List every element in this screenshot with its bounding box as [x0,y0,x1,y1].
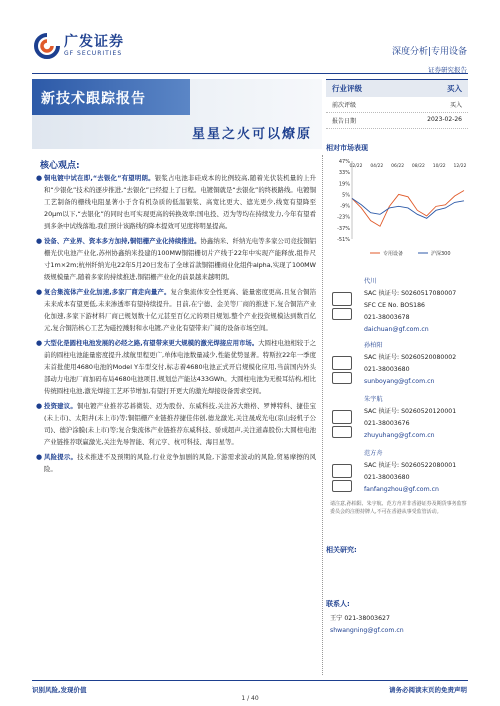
y-tick-label: -23% [337,214,350,221]
y-tick-label: 5% [342,192,350,199]
rating-label: 行业评级 [332,84,362,93]
paragraph-lead: 大型化是圆柱电池发展的必经之路,有望带来更大规模的激光焊接应用市场。 [44,339,259,347]
rating-header [326,79,468,97]
legend-label: 专用设备 [383,251,404,257]
analyst-name: 朱宇航 [364,396,383,403]
bullet-icon: ● [36,237,43,245]
contact-phone: 王宁 021-38003627 [330,615,390,622]
x-tick-label: 10/22 [432,164,446,169]
contact-info [330,613,404,637]
paragraph-text: 大圆柱电池相较于之前的圆柱电池能量密度提升,续航里程更广,单体电池数量减少,性能优势显著。特斯拉22年一季度末首批使用4680电池的Model Y车型交付,标志着4680电池正式开启规模化应用,当前国内外头部动力电池厂商加码布局4680电池项目,规划总产能达433GWh。大圆柱电池为无极耳结构,相比传统圆柱电池,激光焊接工艺环节增加,有望打开更大的激光焊接设备需求空间。 [44,339,317,395]
core-views-body [36,172,316,478]
bullet-icon: ● [36,174,43,182]
id-card-icon [332,464,352,478]
core-paragraph [36,172,316,232]
analyst-card [326,448,468,502]
footer-disclaimer: 请务必阅读末页的免责声明 [389,686,467,694]
paragraph-text: 技术推进不及预期的风险,行业竞争加剧的风险,下游需求波动的风险,贸易摩擦的风险。 [44,453,317,473]
paragraph-text: 银浆占电池非硅成本的比例较高,随着光伏装机量的上升和“少银化”技术的逐步推进,“去银化”已经提上了日程。电镀铜就是“去银化”的终极路线。电镀铜工艺制备的栅线电阻显著小于含有机杂质的低温银浆、高宽比更大、遮光更少,线宽有望降至20μm以下,“去银化”的同时也可实现更高的转换效率;国电投、迈为等均在持续发力,今年有望看到多条中试线落地,我们预计该路线的降本提效可见度将明显提高。 [44,174,317,230]
paragraph-text: 复合集流体安全性更高、能量密度更高,且复合铜箔未来成本有望更低,未来渗透率有望持续提升。目前,在宁德、金美等厂商的推进下,复合铜箔产业化加速,多家下游材料厂商已规划数十亿元甚至百亿元的项目规划,整个产业投资规模达到数百亿元,复合铜箔核心工艺为磁控溅射和水电镀,产业化有望带来广阔的设备市场空间。 [44,288,316,332]
analyst-card [326,394,468,448]
legend-label: 沪深300 [431,251,451,257]
page-number: 1 / 40 [241,695,259,702]
analyst-card [326,276,468,333]
analyst-sfc: SFC CE No. BOS186 [364,302,425,309]
y-tick-label: -51% [337,237,350,243]
paragraph-text: 铜电镀产业推荐芯碁微装、迈为股份、东威科技,关注苏大维格、罗博特科、捷佳宝(未上市)、太阳井(未上市)等;铜铝栅产业链推荐捷佳伟创,德龙激光,关注晟成光电(京山轻机子公司)、德沪涂膜(未上市)等;复合集流体产业链推荐东威科技、骄成超声,关注道森股份;大圆柱电池产业链推荐联赢激光,关注先导智能、利元亨、杭可科技、海目星等。 [44,402,317,446]
mail-icon [332,308,352,320]
analyst-sac: SAC 执证号: S0260517080007 [364,290,457,297]
y-tick-label: 33% [338,170,350,177]
x-tick-label: 04/22 [370,164,384,169]
core-paragraph [36,235,316,283]
x-tick-label: 06/22 [391,164,405,169]
column-divider [322,155,323,675]
analyst-disclaimer: 请注意,孙柏阳、朱宇航、范方舟并非香港证券及期货事务监察委员会的注册持牌人,不可在香港从事受监管活动。 [330,501,467,515]
y-tick-label: -37% [337,225,350,232]
contact-title: 联系人: [326,600,350,608]
id-card-icon [332,356,352,370]
title-banner [32,79,322,149]
mail-icon [332,480,352,492]
market-performance-chart [330,155,466,259]
related-research-title: 相关研究: [326,546,357,554]
bullet-icon: ● [36,288,43,296]
analyst-sac: SAC 执证号: S0260520120001 [364,408,457,415]
gf-logo-icon [34,33,60,59]
analyst-phone: 021-38003678 [364,314,410,321]
report-subtitle: 星星之火可以燎原 [191,127,312,142]
core-paragraph [36,286,316,334]
y-tick-label: -9% [340,203,350,210]
paragraph-lead: 复合集流体产业化加速,多家厂商走向量产。 [44,288,171,296]
analyst-phone: 021-38003680 [364,474,410,481]
core-paragraph [36,337,316,397]
brand-logo [34,33,124,59]
report-title: 新技术跟踪报告 [41,91,146,107]
y-tick-label: 47% [338,159,350,165]
core-paragraph [36,400,316,448]
analyst-sac: SAC 执证号: S0260520080002 [364,354,457,361]
core-paragraph [36,451,316,475]
paragraph-lead: 投资建议。 [44,402,77,410]
market-chart-title: 相对市场表现 [326,144,368,152]
analyst-name: 范方舟 [364,450,383,457]
id-card-icon [332,292,352,306]
brand-name-en: GF SECURITIES [64,49,123,57]
rating-row-label: 前次评级 [332,102,357,109]
analyst-list [326,276,468,502]
paragraph-lead: 设备、产业界、资本多方加持,铜铝栅产业化持续推进。 [44,237,201,245]
rating-row-value: 2023-02-26 [427,116,462,123]
rating-row-value: 买入 [449,102,462,109]
analyst-name: 孙柏阳 [364,342,383,349]
paragraph-lead: 铜电镀中试在即,“去银化”有望明朗。 [44,174,155,182]
banner-title-bar [32,79,190,115]
bullet-icon: ● [36,402,43,410]
paragraph-lead: 风险提示。 [44,453,78,461]
analyst-email[interactable]: daichuan@gf.com.cn [364,326,429,333]
x-tick-label: 12/22 [453,164,466,169]
series-line [352,198,464,218]
analyst-name: 代川 [364,278,377,285]
rating-box [326,79,468,129]
analyst-card [326,340,468,394]
analyst-phone: 021-38003676 [364,420,410,427]
header-divider [32,73,468,74]
analyst-email[interactable]: zhuyuhang@gf.com.cn [364,432,435,439]
core-views-title: 核心观点: [40,161,80,171]
mail-icon [332,426,352,438]
analyst-email[interactable]: fanfangzhou@gf.com.cn [364,486,439,493]
rating-row-label: 报告日期 [332,118,357,125]
analyst-email[interactable]: sunboyang@gf.com.cn [364,378,435,385]
x-tick-label: 08/22 [411,164,425,169]
paragraph-text: 协鑫纳米、纤纳光电等多家公司竞技铜铝栅光伏电池产业化,苏州协鑫纳米投建的100MW铜铝栅切片产线于22年中实现产能释放,组件尺寸1m×2m;杭州纤纳光电22年5月20日发布了全球首款铜铝栅商业化组件alpha,实现了100MW级规模量产,随着多家的持续推进,铜铝栅产业化的前景越来越明朗。 [44,237,316,281]
rating-value: 买入 [447,84,462,93]
document-type: 深度分析|专用设备 [391,47,467,57]
brand-name-cn: 广发证券 [64,33,124,50]
rating-row [326,97,468,113]
footer-divider [32,680,468,681]
rating-row [326,113,468,129]
analyst-phone: 021-38003680 [364,366,410,373]
x-tick-label: 02/22 [349,164,363,169]
report-type: 证券研究报告 [428,66,467,74]
id-card-icon [332,410,352,424]
analyst-sac: SAC 执证号: S0260522080001 [364,462,457,469]
y-tick-label: 19% [338,181,350,188]
mail-icon [332,372,352,384]
bullet-icon: ● [36,453,43,461]
footer-slogan: 识别风险,发现价值 [32,686,87,694]
contact-email[interactable]: shwangning@gf.com.cn [330,627,404,634]
bullet-icon: ● [36,339,43,347]
